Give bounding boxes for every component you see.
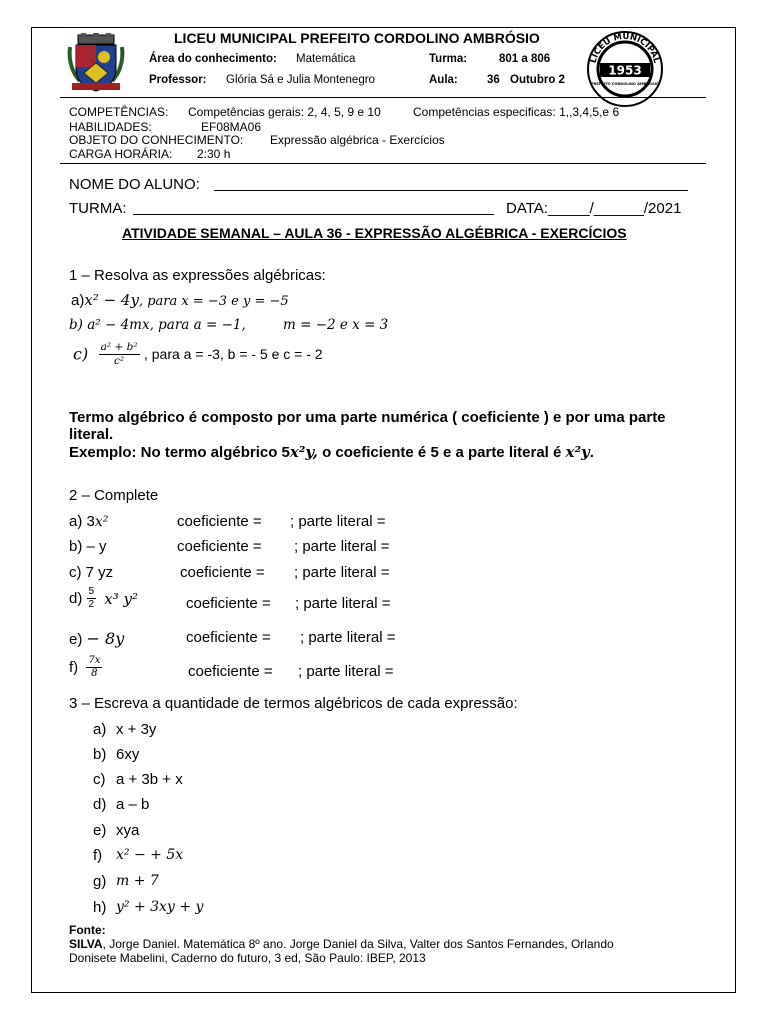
q2-title: 2 – Complete bbox=[69, 487, 159, 504]
q2-b-label: b) – y bbox=[69, 538, 107, 555]
q1-b-cond: m = −2 e x = 3 bbox=[283, 317, 389, 333]
q2-d-fraction bbox=[87, 587, 97, 610]
q2-e-label: e) bbox=[69, 631, 83, 648]
q2-d-numerator: 5 bbox=[88, 586, 95, 597]
q1-item-b bbox=[69, 317, 246, 333]
seal-subtext: PREFEITO CORDOLINO AMBRÓSIO bbox=[590, 82, 660, 86]
q2-f-label: f) bbox=[69, 659, 79, 676]
q2-f-coef: coeficiente = bbox=[188, 663, 273, 680]
professor-label: Professor: bbox=[149, 74, 207, 86]
habilidades-value: EF08MA06 bbox=[201, 120, 262, 134]
example-end: . bbox=[589, 444, 594, 461]
q2-c-label: c) 7 yz bbox=[69, 564, 114, 581]
objeto-value: Expressão algébrica - Exercícios bbox=[270, 133, 445, 147]
seal-year: 1953 bbox=[608, 63, 642, 78]
source-line2: Donisete Mabelini, Caderno do futuro, 3 ed, São Paulo: IBEP, 2013 bbox=[69, 951, 426, 965]
carga-value: 2:30 h bbox=[197, 147, 231, 161]
header-divider bbox=[60, 97, 706, 98]
meta-divider bbox=[60, 163, 706, 164]
q1-c-cond: , para a = -3, b = - 5 e c = - 2 bbox=[143, 346, 323, 362]
q3-b-label: b) bbox=[93, 746, 107, 763]
q2-b-coef: coeficiente = bbox=[177, 538, 262, 555]
q3-f-label: f) bbox=[93, 847, 103, 864]
q3-a-expr: x + 3y bbox=[116, 721, 157, 738]
q2-f-literal: ; parte literal = bbox=[298, 663, 394, 680]
q3-d-label: d) bbox=[93, 796, 107, 813]
q2-d-expr: x³ y² bbox=[104, 589, 138, 608]
q1-a-cond: , para x = −3 e y = −5 bbox=[138, 294, 289, 309]
q1-a-expr: x² − 4y bbox=[84, 291, 139, 309]
q2-f-numerator: 7x bbox=[88, 655, 101, 666]
example-term: x²y, bbox=[289, 443, 318, 461]
q1-a-label: a) bbox=[71, 292, 85, 309]
q3-title: 3 – Escreva a quantidade de termos algébricos de cada expressão: bbox=[69, 695, 518, 712]
q3-c-expr: a + 3b + x bbox=[116, 771, 183, 788]
source-line1-rest: , Jorge Daniel. Matemática 8º ano. Jorge Daniel da Silva, Valter dos Santos Fernandes, Orlando bbox=[102, 937, 614, 951]
q2-b-literal: ; parte literal = bbox=[294, 538, 390, 555]
example-literal: x²y bbox=[565, 443, 590, 461]
example-mid: o coeficiente é 5 e a parte literal é bbox=[317, 444, 566, 461]
q2-f-denominator: 8 bbox=[91, 668, 98, 679]
q1-c-label: c) bbox=[73, 344, 89, 364]
carga-label: CARGA HORÁRIA: bbox=[69, 147, 173, 161]
source-author: SILVA bbox=[69, 937, 103, 951]
q1-b-label: b) bbox=[69, 317, 83, 333]
q2-item-d bbox=[69, 587, 138, 610]
turma-header-value: 801 a 806 bbox=[499, 53, 551, 65]
q2-item-f bbox=[69, 656, 102, 679]
turma-input-line[interactable] bbox=[133, 214, 494, 215]
data-field[interactable]: DATA:_____/______/2021 bbox=[506, 200, 682, 217]
q2-e-coef: coeficiente = bbox=[186, 629, 271, 646]
school-name: LICEU MUNICIPAL PREFEITO CORDOLINO AMBRÓSIO bbox=[174, 30, 540, 46]
q1-item-a bbox=[71, 291, 289, 309]
q3-e-label: e) bbox=[93, 822, 107, 839]
nome-input-line[interactable] bbox=[214, 190, 688, 191]
turma-label: TURMA: bbox=[69, 200, 127, 217]
q1-c-fraction bbox=[99, 342, 140, 366]
q2-a-literal: ; parte literal = bbox=[290, 513, 386, 530]
activity-title: ATIVIDADE SEMANAL – AULA 36 - EXPRESSÃO ALGÉBRICA - EXERCÍCIOS bbox=[122, 225, 627, 241]
concept-line1: Termo algébrico é composto por uma parte numérica ( coeficiente ) e por uma parte bbox=[69, 409, 666, 426]
q2-a-expr: x² bbox=[94, 514, 109, 530]
q2-c-literal: ; parte literal = bbox=[294, 564, 390, 581]
q2-d-label: d) bbox=[69, 590, 83, 607]
q2-d-coef: coeficiente = bbox=[186, 595, 271, 612]
competencias-especificas: Competências especificas: 1,,3,4,5,e 6 bbox=[413, 105, 620, 119]
q1-title: 1 – Resolva as expressões algébricas: bbox=[69, 267, 326, 284]
aula-number: 36 bbox=[487, 74, 500, 86]
objeto-label: OBJETO DO CONHECIMENTO: bbox=[69, 133, 244, 147]
q2-item-a bbox=[69, 513, 108, 530]
seal-arc-text: LICEU MUNICIPAL bbox=[588, 31, 662, 65]
q3-b-expr: 6xy bbox=[116, 746, 140, 763]
q3-d-expr: a – b bbox=[116, 796, 150, 813]
q2-item-e bbox=[69, 629, 124, 648]
competencias-label: COMPETÊNCIAS: bbox=[69, 105, 169, 119]
q2-d-literal: ; parte literal = bbox=[295, 595, 391, 612]
competencias-gerais: Competências gerais: 2, 4, 5, 9 e 10 bbox=[188, 105, 381, 119]
q1-b-expr: a² − 4mx, para a = −1, bbox=[87, 317, 246, 333]
aula-date: Outubro 2 bbox=[510, 74, 565, 86]
q2-a-coef: coeficiente = bbox=[177, 513, 262, 530]
q3-f-expr: x² − + 5x bbox=[116, 847, 184, 863]
area-label: Área do conhecimento: bbox=[149, 53, 277, 65]
q2-e-expr: − 8y bbox=[86, 629, 125, 648]
q2-e-literal: ; parte literal = bbox=[300, 629, 396, 646]
q3-h-label: h) bbox=[93, 899, 107, 916]
nome-label: NOME DO ALUNO: bbox=[69, 176, 200, 193]
concept-example bbox=[69, 443, 594, 461]
q3-h-expr: y² + 3xy + y bbox=[116, 899, 204, 915]
source-label: Fonte: bbox=[69, 923, 106, 937]
q1-c-numerator: a² + b² bbox=[100, 341, 138, 353]
q3-c-label: c) bbox=[93, 771, 106, 788]
q2-f-fraction bbox=[86, 656, 102, 679]
source-line1 bbox=[69, 937, 614, 951]
q3-e-expr: xya bbox=[116, 822, 140, 839]
q1-c-denominator: c² bbox=[114, 354, 125, 367]
q1-item-c bbox=[73, 342, 323, 366]
turma-header-label: Turma: bbox=[429, 53, 468, 65]
coat-of-arms-logo bbox=[66, 33, 126, 93]
concept-line2: literal. bbox=[69, 426, 114, 443]
q2-a-label: a) 3 bbox=[69, 513, 95, 530]
q3-g-label: g) bbox=[93, 873, 107, 890]
q2-d-denominator: 2 bbox=[88, 599, 95, 610]
q3-a-label: a) bbox=[93, 721, 107, 738]
q3-g-expr: m + 7 bbox=[116, 873, 159, 889]
aula-label: Aula: bbox=[429, 74, 458, 86]
q2-c-coef: coeficiente = bbox=[180, 564, 265, 581]
professor-value: Glória Sá e Julia Montenegro bbox=[226, 74, 375, 86]
area-value: Matemática bbox=[296, 53, 356, 65]
habilidades-label: HABILIDADES: bbox=[69, 120, 152, 134]
example-prefix: Exemplo: No termo algébrico 5 bbox=[69, 444, 290, 461]
